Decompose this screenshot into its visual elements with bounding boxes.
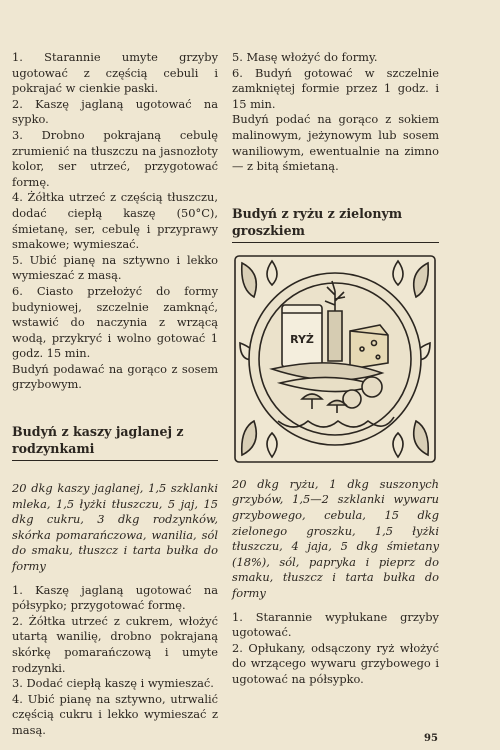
- recipe-heading-millet-pudding: Budyń z kaszy jaglanej z rodzynkami: [12, 423, 218, 461]
- millet-step-2: 2. Żółtka utrzeć z cukrem, włożyć utartą wanilię, drobno pokrajaną skórkę pomarańczową i umyte rodzynki.: [12, 613, 218, 675]
- right-step-6: 6. Budyń gotować w szczelnie zamkniętej formie przez 1 godz. i 15 min.: [232, 65, 439, 111]
- right-step-5: 5. Masę włożyć do formy.: [232, 50, 378, 64]
- left-column: [12, 50, 218, 739]
- left-step-2: 2. Kaszę jaglaną ugotować na sypko.: [12, 96, 218, 127]
- millet-step-4: 4. Ubić pianę na sztywno, utrwalić częścią cukru i lekko wymieszać z masą.: [12, 691, 218, 737]
- page-number: 95: [424, 733, 438, 744]
- millet-step-1: 1. Kaszę jaglaną ugotować na półsypko; przygotować formę.: [12, 582, 218, 613]
- left-step-5: 5. Ubić pianę na sztywno i lekko wymieszać z masą.: [12, 252, 218, 283]
- right-serving-note: Budyń podać na gorąco z sokiem malinowym, jeżynowym lub sosem waniliowym, ewentualnie na zimno — z bitą śmietaną.: [232, 112, 439, 174]
- millet-pudding-ingredients: 20 dkg kaszy jaglanej, 1,5 szklanki mleka, 1,5 łyżki tłuszczu, 5 jaj, 15 dkg cukru, 3 dkg rodzynków, skórka pomarańczowa, wanilia, sól do smaku, tłuszcz i tarta bułka do formy: [12, 481, 218, 574]
- left-step-1: 1. Starannie umyte grzyby ugotować z częścią cebuli i pokrajać w cienkie paski.: [12, 50, 218, 96]
- rice-step-1: 1. Starannie wypłukane grzyby ugotować.: [232, 609, 439, 640]
- left-step-4: 4. Żółtka utrzeć z częścią tłuszczu, dodać ciepłą kaszę (50°C), śmietanę, ser, cebulę i przyprawy smakowe; wymieszać.: [12, 190, 218, 252]
- rice-pudding-illustration: [232, 253, 438, 465]
- left-step-6: 6. Ciasto przełożyć do formy budyniowej, szczelnie zamknąć, wstawić do naczynia z wrzącą wodą, przykryć i wolno gotować 1 godz. 15 min.: [12, 283, 218, 361]
- left-step-3: 3. Drobno pokrajaną cebulę zrumienić na tłuszczu na jasnozłoty kolor, ser utrzeć, przygotować formę.: [12, 127, 218, 189]
- left-serving-note: Budyń podawać na gorąco z sosem grzybowym.: [12, 361, 218, 392]
- rice-pudding-ingredients: 20 dkg ryżu, 1 dkg suszonych grzybów, 1,5—2 szklanki wywaru grzybowego, cebula, 15 dkg zielonego groszku, 1,5 łyżki tłuszczu, 4 jaja, 5 dkg śmietany (18%), sól, papryka i pieprz do smaku, tłuszcz i tarta bułka do formy: [232, 476, 439, 600]
- right-column: [232, 50, 439, 687]
- millet-step-3: 3. Dodać ciepłą kaszę i wymieszać.: [12, 676, 214, 691]
- recipe-heading-rice-pudding: Budyń z ryżu z zielonym groszkiem: [232, 205, 439, 243]
- rice-step-2: 2. Opłukany, odsączony ryż włożyć do wrzącego wywaru grzybowego i ugotować na półsypko.: [232, 640, 439, 686]
- jar-label: RYŻ: [290, 332, 314, 346]
